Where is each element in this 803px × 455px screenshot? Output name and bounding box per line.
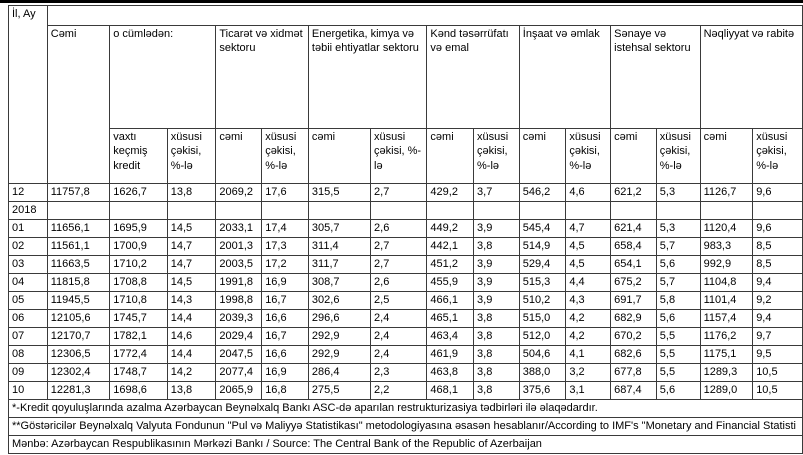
table-cell: 305,7 — [308, 220, 370, 238]
header-sector-industry: Sənaye və istehsal sektoru — [611, 26, 700, 129]
table-cell — [700, 202, 753, 220]
table-cell: 16,9 — [262, 274, 309, 292]
footnote-row — [9, 418, 803, 436]
table-cell: 4,3 — [566, 292, 611, 310]
table-cell: 375,6 — [519, 382, 566, 400]
table-cell: 8,5 — [753, 256, 803, 274]
table-cell: 1695,9 — [110, 220, 167, 238]
table-row — [9, 184, 803, 202]
subheader-total: cəmi — [427, 129, 474, 184]
table-cell: 512,0 — [519, 328, 566, 346]
table-cell: 2,3 — [371, 364, 427, 382]
table-cell: 1710,8 — [110, 292, 167, 310]
subheader-share: xüsusi çəkisi, %-lə — [167, 129, 216, 184]
table-cell: 2,4 — [371, 346, 427, 364]
table-cell: 9,2 — [753, 292, 803, 310]
table-cell — [656, 202, 700, 220]
table-cell: 3,8 — [474, 328, 520, 346]
table-cell: 2,7 — [371, 238, 427, 256]
table-cell: 2,7 — [371, 256, 427, 274]
row-label: 05 — [9, 292, 48, 310]
subheader-total: cəmi — [216, 129, 262, 184]
table-row — [9, 274, 803, 292]
row-label: 12 — [9, 184, 48, 202]
table-cell: 8,5 — [753, 238, 803, 256]
table-cell: 545,4 — [519, 220, 566, 238]
table-cell: 675,2 — [611, 274, 657, 292]
table-row — [9, 310, 803, 328]
table-cell: 5,5 — [656, 328, 700, 346]
table-cell: 2,4 — [371, 310, 427, 328]
table-cell: 1698,6 — [110, 382, 167, 400]
table-cell: 388,0 — [519, 364, 566, 382]
table-cell: 2039,3 — [216, 310, 262, 328]
table-cell: 2001,3 — [216, 238, 262, 256]
table-cell: 16,7 — [262, 328, 309, 346]
table-cell: 1748,7 — [110, 364, 167, 382]
table-cell: 311,4 — [308, 238, 370, 256]
row-label: 04 — [9, 274, 48, 292]
table-cell: 9,4 — [753, 274, 803, 292]
table-cell: 465,1 — [427, 310, 474, 328]
table-cell: 10,5 — [753, 382, 803, 400]
header-sector-agriculture: Kənd təsərrüfatı və emal — [427, 26, 519, 129]
header-sector-transport: Nəqliyyat və rabitə — [700, 26, 802, 129]
table-row — [9, 364, 803, 382]
table-cell: 14,4 — [167, 310, 216, 328]
table-cell: 654,1 — [611, 256, 657, 274]
table-cell: 5,6 — [656, 256, 700, 274]
header-row-top — [9, 6, 803, 26]
table-cell: 455,9 — [427, 274, 474, 292]
table-cell: 992,9 — [700, 256, 753, 274]
credit-statistics-table — [8, 5, 803, 454]
table-cell — [308, 202, 370, 220]
table-cell: 14,3 — [167, 292, 216, 310]
table-cell: 3,9 — [474, 220, 520, 238]
table-cell: 3,8 — [474, 310, 520, 328]
table-row — [9, 328, 803, 346]
table-cell: 3,9 — [474, 292, 520, 310]
table-cell: 4,5 — [566, 238, 611, 256]
table-cell: 2069,2 — [216, 184, 262, 202]
row-label: 06 — [9, 310, 48, 328]
table-cell: 468,1 — [427, 382, 474, 400]
table-cell: 12281,3 — [47, 382, 109, 400]
header-including: o cümlədən: — [110, 26, 216, 129]
table-cell: 292,9 — [308, 328, 370, 346]
table-cell: 5,3 — [656, 184, 700, 202]
footnote-row — [9, 436, 803, 454]
table-cell: 308,7 — [308, 274, 370, 292]
table-cell: 10,5 — [753, 364, 803, 382]
table-cell: 1708,8 — [110, 274, 167, 292]
table-cell: 3,1 — [566, 382, 611, 400]
table-cell: 510,2 — [519, 292, 566, 310]
subheader-share: xüsusi çəkisi, %-lə — [566, 129, 611, 184]
table-cell: 2,6 — [371, 274, 427, 292]
row-label: 07 — [9, 328, 48, 346]
table-cell: 4,1 — [566, 346, 611, 364]
table-cell — [371, 202, 427, 220]
table-cell: 1101,4 — [700, 292, 753, 310]
table-cell: 687,4 — [611, 382, 657, 400]
row-label: 01 — [9, 220, 48, 238]
table-cell: 12306,5 — [47, 346, 109, 364]
table-cell: 3,8 — [474, 364, 520, 382]
table-cell: 1104,8 — [700, 274, 753, 292]
table-cell: 9,7 — [753, 328, 803, 346]
table-cell — [474, 202, 520, 220]
subheader-share: xüsusi çəkisi, %-lə — [262, 129, 309, 184]
table-cell: 1710,2 — [110, 256, 167, 274]
footnote-source: Mənbə: Azərbaycan Respublikasının Mərkəzi Bankı / Source: The Central Bank of the Republic of Azerbaijan — [9, 436, 803, 454]
table-cell: 4,2 — [566, 328, 611, 346]
header-sector-trade: Ticarət və xidmət sektoru — [216, 26, 309, 129]
row-label: 10 — [9, 382, 48, 400]
table-cell: 2033,1 — [216, 220, 262, 238]
table-cell — [167, 202, 216, 220]
table-cell: 12105,6 — [47, 310, 109, 328]
table-cell — [110, 202, 167, 220]
table-cell: 2,7 — [371, 184, 427, 202]
table-cell: 1772,4 — [110, 346, 167, 364]
table-cell — [519, 202, 566, 220]
table-cell: 13,8 — [167, 382, 216, 400]
table-cell: 1289,0 — [700, 382, 753, 400]
table-cell: 463,8 — [427, 364, 474, 382]
table-cell: 311,7 — [308, 256, 370, 274]
table-cell: 17,6 — [262, 184, 309, 202]
table-cell: 3,9 — [474, 256, 520, 274]
table-cell: 11656,1 — [47, 220, 109, 238]
table-cell: 3,9 — [474, 274, 520, 292]
table-cell: 17,4 — [262, 220, 309, 238]
table-cell: 4,6 — [566, 184, 611, 202]
row-label: 02 — [9, 238, 48, 256]
table-cell: 9,5 — [753, 346, 803, 364]
table-cell: 461,9 — [427, 346, 474, 364]
table-cell: 286,4 — [308, 364, 370, 382]
table-cell: 275,5 — [308, 382, 370, 400]
table-cell: 5,7 — [656, 238, 700, 256]
table-cell: 2077,4 — [216, 364, 262, 382]
table-cell: 14,4 — [167, 346, 216, 364]
table-cell: 442,1 — [427, 238, 474, 256]
table-cell — [566, 202, 611, 220]
table-footnotes — [9, 400, 803, 454]
table-cell: 1998,8 — [216, 292, 262, 310]
table-cell: 5,8 — [656, 292, 700, 310]
table-cell: 315,5 — [308, 184, 370, 202]
table-cell: 1700,9 — [110, 238, 167, 256]
table-row — [9, 346, 803, 364]
table-cell: 504,6 — [519, 346, 566, 364]
table-row — [9, 256, 803, 274]
footnote-row — [9, 400, 803, 418]
header-row-subs — [9, 129, 803, 184]
table-cell: 2065,9 — [216, 382, 262, 400]
table-row — [9, 202, 803, 220]
table-cell: 3,7 — [474, 184, 520, 202]
table-cell: 11757,8 — [47, 184, 109, 202]
table-cell: 4,2 — [566, 310, 611, 328]
top-divider-bar — [0, 0, 803, 3]
corner-cell-year-month: İl, Ay — [9, 6, 48, 184]
table-cell: 17,3 — [262, 238, 309, 256]
table-cell: 302,6 — [308, 292, 370, 310]
table-cell: 4,4 — [566, 274, 611, 292]
table-cell: 16,6 — [262, 310, 309, 328]
table-cell: 14,5 — [167, 220, 216, 238]
table-cell: 2,2 — [371, 382, 427, 400]
table-cell — [611, 202, 657, 220]
table-cell: 1991,8 — [216, 274, 262, 292]
subheader-total: cəmi — [611, 129, 657, 184]
table-cell: 1626,7 — [110, 184, 167, 202]
table-cell: 5,6 — [656, 310, 700, 328]
footnote-imf-methodology: **Göstəricilər Beynəlxalq Valyuta Fondunun "Pul və Maliyyə Statistikası" metodologiyasına əsasən hesablanır/According to IMF's "Monetary and Financial Statisti — [9, 418, 803, 436]
table-cell: 3,8 — [474, 346, 520, 364]
table-cell: 5,7 — [656, 274, 700, 292]
table-cell: 13,8 — [167, 184, 216, 202]
table-row — [9, 238, 803, 256]
table-cell: 2003,5 — [216, 256, 262, 274]
table-cell: 2,5 — [371, 292, 427, 310]
table-cell: 14,7 — [167, 256, 216, 274]
table-cell: 515,0 — [519, 310, 566, 328]
subheader-share: xüsusi çəkisi, %-lə — [371, 129, 427, 184]
table-cell: 983,3 — [700, 238, 753, 256]
table-cell: 11663,5 — [47, 256, 109, 274]
subheader-total: cəmi — [308, 129, 370, 184]
table-row — [9, 292, 803, 310]
table-cell: 2,6 — [371, 220, 427, 238]
table-cell: 515,3 — [519, 274, 566, 292]
subheader-share: xüsusi çəkisi, %-lə — [753, 129, 803, 184]
table-cell: 529,4 — [519, 256, 566, 274]
table-cell: 1176,2 — [700, 328, 753, 346]
footnote-restructuring: *-Kredit qoyuluşlarında azalma Azərbaycan Beynəlxalq Bankı ASC-də aparılan restrukturizasiya tədbirləri ilə əlaqədardır. — [9, 400, 803, 418]
table-cell: 3,8 — [474, 382, 520, 400]
row-label: 03 — [9, 256, 48, 274]
table-cell: 1289,3 — [700, 364, 753, 382]
table-cell: 546,2 — [519, 184, 566, 202]
table-cell: 677,8 — [611, 364, 657, 382]
table-cell: 16,8 — [262, 382, 309, 400]
table-cell: 17,2 — [262, 256, 309, 274]
table-cell: 4,5 — [566, 256, 611, 274]
table-cell: 514,9 — [519, 238, 566, 256]
table-cell: 466,1 — [427, 292, 474, 310]
row-label: 08 — [9, 346, 48, 364]
subheader-total: cəmi — [519, 129, 566, 184]
table-cell — [216, 202, 262, 220]
table-cell: 292,9 — [308, 346, 370, 364]
table-cell: 429,2 — [427, 184, 474, 202]
subheader-total: cəmi — [700, 129, 753, 184]
table-cell: 3,2 — [566, 364, 611, 382]
table-row — [9, 382, 803, 400]
table-cell: 14,5 — [167, 274, 216, 292]
table-cell: 12302,4 — [47, 364, 109, 382]
table-cell: 1175,1 — [700, 346, 753, 364]
table-cell: 449,2 — [427, 220, 474, 238]
table-cell: 16,9 — [262, 364, 309, 382]
table-cell: 14,6 — [167, 328, 216, 346]
table-cell — [47, 202, 109, 220]
table-cell: 658,4 — [611, 238, 657, 256]
table-cell: 5,5 — [656, 346, 700, 364]
table-cell: 5,5 — [656, 364, 700, 382]
table-cell: 5,3 — [656, 220, 700, 238]
table-cell: 16,7 — [262, 292, 309, 310]
table-cell: 682,9 — [611, 310, 657, 328]
table-cell — [427, 202, 474, 220]
table-row — [9, 220, 803, 238]
table-cell — [262, 202, 309, 220]
table-cell: 11815,8 — [47, 274, 109, 292]
table-cell: 16,6 — [262, 346, 309, 364]
table-cell: 1126,7 — [700, 184, 753, 202]
table-cell — [753, 202, 803, 220]
table-cell: 621,4 — [611, 220, 657, 238]
row-label: 2018 — [9, 202, 48, 220]
table-cell: 296,6 — [308, 310, 370, 328]
table-cell: 9,6 — [753, 184, 803, 202]
table-cell: 3,8 — [474, 238, 520, 256]
header-spacer-cell — [47, 6, 802, 26]
table-cell: 691,7 — [611, 292, 657, 310]
table-cell: 1745,7 — [110, 310, 167, 328]
table-cell: 682,6 — [611, 346, 657, 364]
table-cell: 463,4 — [427, 328, 474, 346]
table-cell: 14,2 — [167, 364, 216, 382]
table-cell: 14,7 — [167, 238, 216, 256]
subheader-share: xüsusi çəkisi, %-lə — [474, 129, 520, 184]
header-sector-construction: İnşaat və əmlak — [519, 26, 610, 129]
table-cell: 9,6 — [753, 220, 803, 238]
table-cell: 1120,4 — [700, 220, 753, 238]
table-cell: 1157,4 — [700, 310, 753, 328]
subheader-share: xüsusi çəkisi, %-lə — [656, 129, 700, 184]
row-label: 09 — [9, 364, 48, 382]
table-cell: 2047,5 — [216, 346, 262, 364]
table-cell: 5,6 — [656, 382, 700, 400]
table-cell: 670,2 — [611, 328, 657, 346]
table-body — [9, 184, 803, 400]
header-row-groups — [9, 26, 803, 129]
table-cell: 12170,7 — [47, 328, 109, 346]
table-cell: 11561,1 — [47, 238, 109, 256]
header-sector-energy: Energetika, kimya və təbii ehtiyatlar sektoru — [308, 26, 427, 129]
table-cell: 9,4 — [753, 310, 803, 328]
table-cell: 451,2 — [427, 256, 474, 274]
table-cell: 4,7 — [566, 220, 611, 238]
subheader-overdue-credit: vaxtı keçmiş kredit — [110, 129, 167, 184]
table-cell: 1782,1 — [110, 328, 167, 346]
table-cell: 2029,4 — [216, 328, 262, 346]
header-total: Cəmi — [47, 26, 109, 184]
table-cell: 621,2 — [611, 184, 657, 202]
table-cell: 11945,5 — [47, 292, 109, 310]
table-cell: 2,4 — [371, 328, 427, 346]
